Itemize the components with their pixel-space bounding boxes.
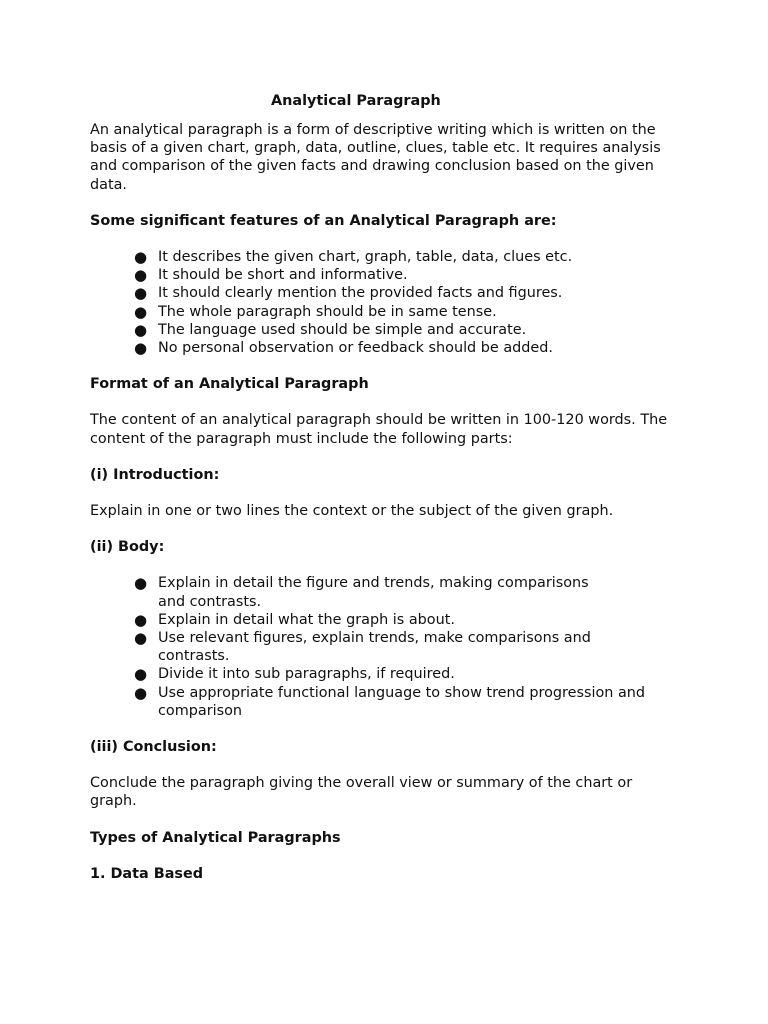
body-list bbox=[90, 574, 680, 720]
list-item: ● It describes the given chart, graph, table, data, clues etc. bbox=[134, 248, 573, 267]
types-heading: Types of Analytical Paragraphs bbox=[90, 829, 341, 846]
type-1-heading: 1. Data Based bbox=[90, 865, 204, 882]
conclusion-paragraph: Conclude the paragraph giving the overall view or summary of the chart or graph. bbox=[90, 775, 633, 810]
list-item: ● It should clearly mention the provided facts and figures. bbox=[134, 284, 563, 303]
bullet-icon: ● bbox=[134, 248, 148, 267]
list-item: ● The language used should be simple and accurate. bbox=[134, 320, 527, 339]
list-item: ● No personal observation or feedback should be added. bbox=[134, 339, 553, 358]
bullet-icon: ● bbox=[134, 665, 148, 684]
conclusion-heading: (iii) Conclusion: bbox=[90, 739, 217, 756]
bullet-icon: ● bbox=[134, 284, 148, 303]
features-heading: Some significant features of an Analytical Paragraph are: bbox=[90, 212, 557, 229]
bullet-icon: ● bbox=[134, 629, 148, 648]
bullet-icon: ● bbox=[134, 339, 148, 358]
document-page bbox=[90, 92, 690, 883]
bullet-icon: ● bbox=[134, 610, 148, 629]
list-item: ● Explain in detail what the graph is about. bbox=[134, 610, 455, 629]
introduction-paragraph: Explain in one or two lines the context or the subject of the given graph. bbox=[90, 503, 614, 520]
bullet-icon: ● bbox=[134, 266, 148, 285]
page-title: Analytical Paragraph bbox=[271, 93, 441, 109]
list-item: ● Divide it into sub paragraphs, if required. bbox=[134, 665, 455, 684]
introduction-heading: (i) Introduction: bbox=[90, 466, 220, 483]
features-list bbox=[90, 248, 690, 357]
format-paragraph: The content of an analytical paragraph should be written in 100-120 words. The content of the paragraph must include the following parts: bbox=[90, 412, 668, 447]
intro-paragraph: An analytical paragraph is a form of descriptive writing which is written on the basis of a given chart, graph, data, outline, clues, table etc. It requires analysis and comparison of the given facts and drawing conclusion based on the given data. bbox=[90, 122, 661, 193]
body-heading: (ii) Body: bbox=[90, 539, 165, 556]
list-item: ● Explain in detail the figure and trends, making comparisons and contrasts. bbox=[134, 574, 589, 610]
list-item: ● The whole paragraph should be in same tense. bbox=[134, 302, 497, 321]
list-item: ● Use relevant figures, explain trends, make comparisons and contrasts. bbox=[134, 629, 591, 665]
bullet-icon: ● bbox=[134, 302, 148, 321]
bullet-icon: ● bbox=[134, 574, 148, 593]
list-item: ● Use appropriate functional language to show trend progression and comparison bbox=[134, 683, 646, 719]
format-heading: Format of an Analytical Paragraph bbox=[90, 376, 369, 393]
bullet-icon: ● bbox=[134, 683, 148, 702]
bullet-icon: ● bbox=[134, 320, 148, 339]
list-item: ● It should be short and informative. bbox=[134, 266, 408, 285]
